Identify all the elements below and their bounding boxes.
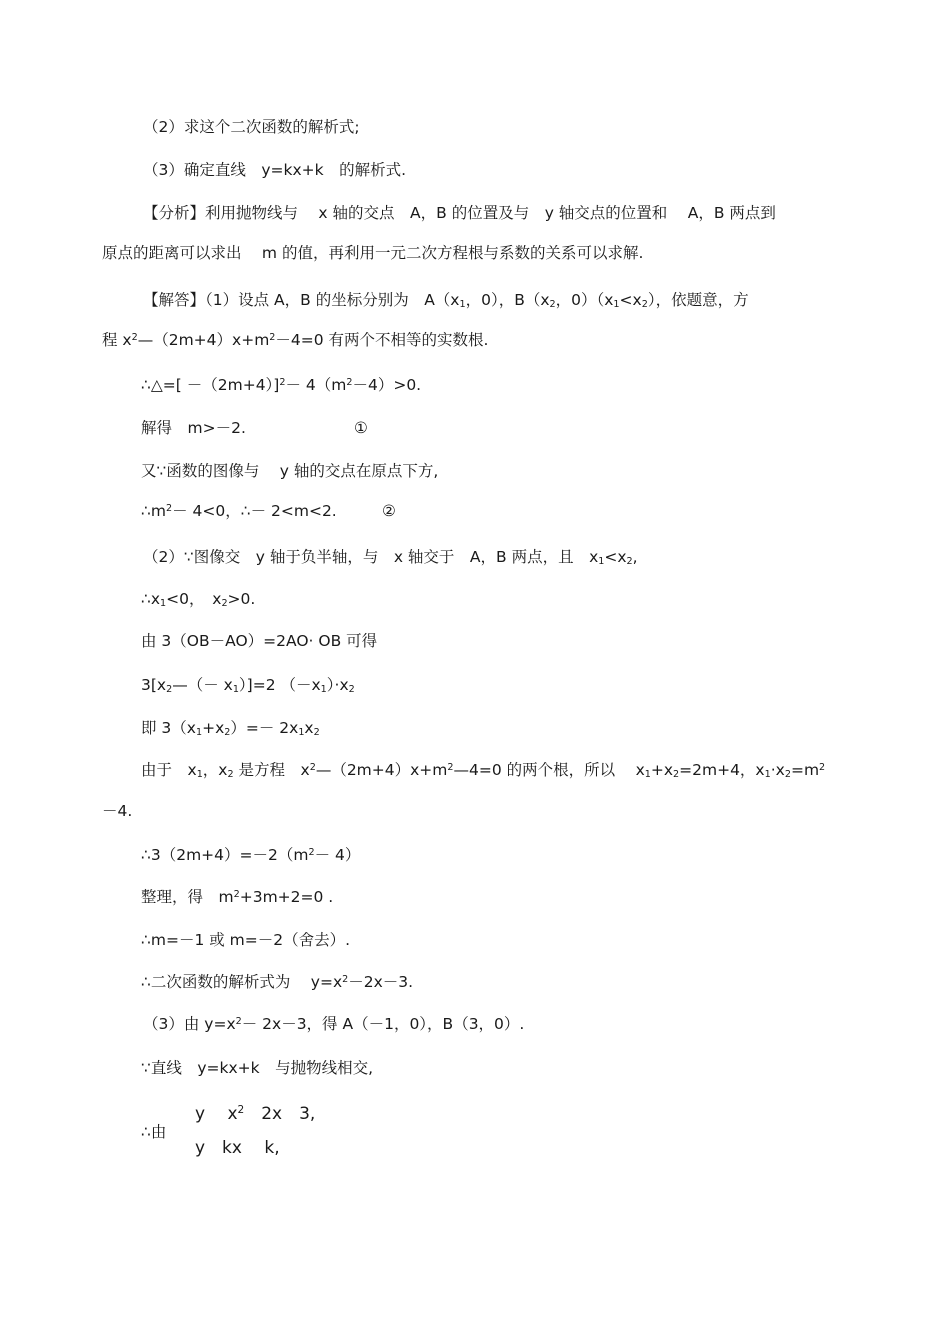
text: 程 x	[102, 331, 132, 349]
subscript: 2	[227, 769, 234, 781]
equation-line-2	[141, 718, 320, 741]
text: 2x 3,	[244, 1104, 316, 1124]
text: ∴△=[ －（2m+4）]	[141, 376, 280, 394]
text: （2）∵图像交 y 轴于负半轴，与 x 轴交于 A，B 两点，且 x	[143, 548, 599, 566]
circle-mark-2: ②	[382, 502, 396, 520]
superscript: 2	[279, 376, 286, 388]
sign-line	[141, 589, 255, 612]
superscript: 2	[447, 761, 454, 773]
text: 即 3（x	[141, 719, 196, 737]
text: x	[304, 719, 314, 737]
part-2-question: （2）求这个二次函数的解析式;	[143, 118, 360, 136]
text: ∴二次函数的解析式为 y=x	[141, 973, 343, 991]
superscript: 2	[269, 331, 276, 343]
superscript: 2	[233, 888, 240, 900]
superscript: 2	[165, 502, 173, 514]
text: y x	[195, 1104, 238, 1124]
superscript: 2	[819, 761, 826, 773]
analysis-line-1: 【分析】利用抛物线与 x 轴的交点 A，B 的位置及与 y 轴交点的位置和 A，B 两点到	[143, 204, 776, 222]
root-line: ∴m=－1 或 m=－2（舍去）.	[141, 931, 351, 949]
substitution-line	[141, 845, 360, 868]
text: +3m+2=0 .	[239, 888, 334, 906]
text: <0， x	[166, 590, 222, 608]
subscript: 1	[195, 727, 203, 739]
superscript: 2	[235, 1015, 242, 1027]
superscript: 2	[237, 1104, 245, 1117]
text: ）]=2 （－x	[238, 676, 321, 694]
system-prefix: ∴由	[141, 1123, 167, 1141]
subscript: 1	[459, 299, 466, 311]
part-3-question: （3）确定直线 y=kx+k 的解析式.	[143, 161, 407, 179]
text: 3[x	[141, 676, 167, 694]
text: ，x	[202, 761, 228, 779]
text: >0.	[227, 590, 256, 608]
text: － 4）	[314, 846, 361, 864]
subscript: 1	[320, 684, 327, 696]
subscript: 1	[764, 769, 771, 781]
text: ∴x	[141, 590, 161, 608]
text: +x	[202, 719, 225, 737]
relation-line: 由 3（OB－AO）=2AO· OB 可得	[141, 632, 378, 650]
subscript: 2	[224, 727, 231, 739]
subscript: 2	[673, 769, 680, 781]
equation-line-1	[141, 675, 355, 698]
solution-line-1	[143, 290, 749, 313]
text: －4）>0.	[352, 376, 422, 394]
subscript: 2	[348, 684, 355, 696]
subscript: 1	[196, 769, 203, 781]
result-line-1: 解得 m>－2.	[141, 419, 246, 437]
text: ,	[632, 548, 638, 566]
text: —（2m+4）x+m	[315, 761, 448, 779]
text: － 4（m	[285, 376, 347, 394]
intersect-line: ∵直线 y=kx+k 与抛物线相交,	[141, 1059, 374, 1077]
text: －2x－3.	[348, 973, 414, 991]
part-3-solution-line	[143, 1014, 524, 1037]
text: ，0）（x	[555, 291, 614, 309]
subscript: 1	[598, 556, 605, 568]
subscript: 2	[166, 684, 173, 696]
text: － 4<0，∴－ 2<m<2.	[172, 502, 337, 520]
text: ∴3（2m+4）=－2（m	[141, 846, 309, 864]
subscript: 1	[644, 769, 651, 781]
part-2-solution-line	[143, 547, 638, 570]
subscript: 2	[221, 598, 228, 610]
system-row-1	[195, 1104, 315, 1126]
subscript: 2	[784, 769, 791, 781]
subscript: 2	[641, 299, 648, 311]
analysis-line-2: 原点的距离可以求出 m 的值，再利用一元二次方程根与系数的关系可以求解.	[102, 244, 644, 262]
superscript: 2	[308, 846, 315, 858]
text: <x	[604, 548, 627, 566]
discriminant-line	[141, 375, 421, 398]
subscript: 1	[613, 299, 620, 311]
subscript: 2	[549, 299, 556, 311]
text: =2m+4，x	[679, 761, 765, 779]
solution-line-2	[102, 330, 488, 353]
text: ·x	[770, 761, 785, 779]
simplify-line	[141, 887, 333, 910]
text: （3）由 y=x	[143, 1015, 236, 1033]
subscript: 2	[313, 727, 320, 739]
text: =m	[790, 761, 820, 779]
circle-mark-1: ①	[354, 419, 368, 437]
vieta-line-continued: －4.	[102, 802, 133, 820]
function-result-line	[141, 972, 413, 995]
text: ∴m	[141, 502, 166, 520]
text: 【解答】（1）设点 A，B 的坐标分别为 A（x	[143, 291, 460, 309]
text: ，0），B（x	[465, 291, 550, 309]
text: —（2m+4）x+m	[137, 331, 270, 349]
text: —4=0 的两个根，所以 x	[453, 761, 645, 779]
text: +x	[650, 761, 674, 779]
text: － 2x－3，得 A（－1，0），B（3，0）.	[241, 1015, 525, 1033]
text: —（－ x	[172, 676, 233, 694]
text: ）·x	[326, 676, 349, 694]
system-row-2: y kx k,	[195, 1138, 280, 1158]
subscript: 1	[232, 684, 239, 696]
superscript: 2	[346, 376, 353, 388]
text: －4=0 有两个不相等的实数根.	[275, 331, 489, 349]
subscript: 1	[160, 598, 167, 610]
text: ）=－ 2x	[230, 719, 299, 737]
superscript: 2	[309, 761, 316, 773]
text: ），依题意，方	[647, 291, 749, 309]
superscript: 2	[342, 973, 349, 985]
subscript: 1	[298, 727, 305, 739]
text: 由于 x	[141, 761, 197, 779]
superscript: 2	[131, 331, 138, 343]
text: <x	[619, 291, 642, 309]
subscript: 2	[626, 556, 633, 568]
text: 整理，得 m	[141, 888, 234, 906]
text: 是方程 x	[233, 761, 310, 779]
result-line-2	[141, 501, 337, 524]
condition-line: 又∵函数的图像与 y 轴的交点在原点下方,	[141, 462, 439, 480]
vieta-line	[141, 760, 825, 783]
